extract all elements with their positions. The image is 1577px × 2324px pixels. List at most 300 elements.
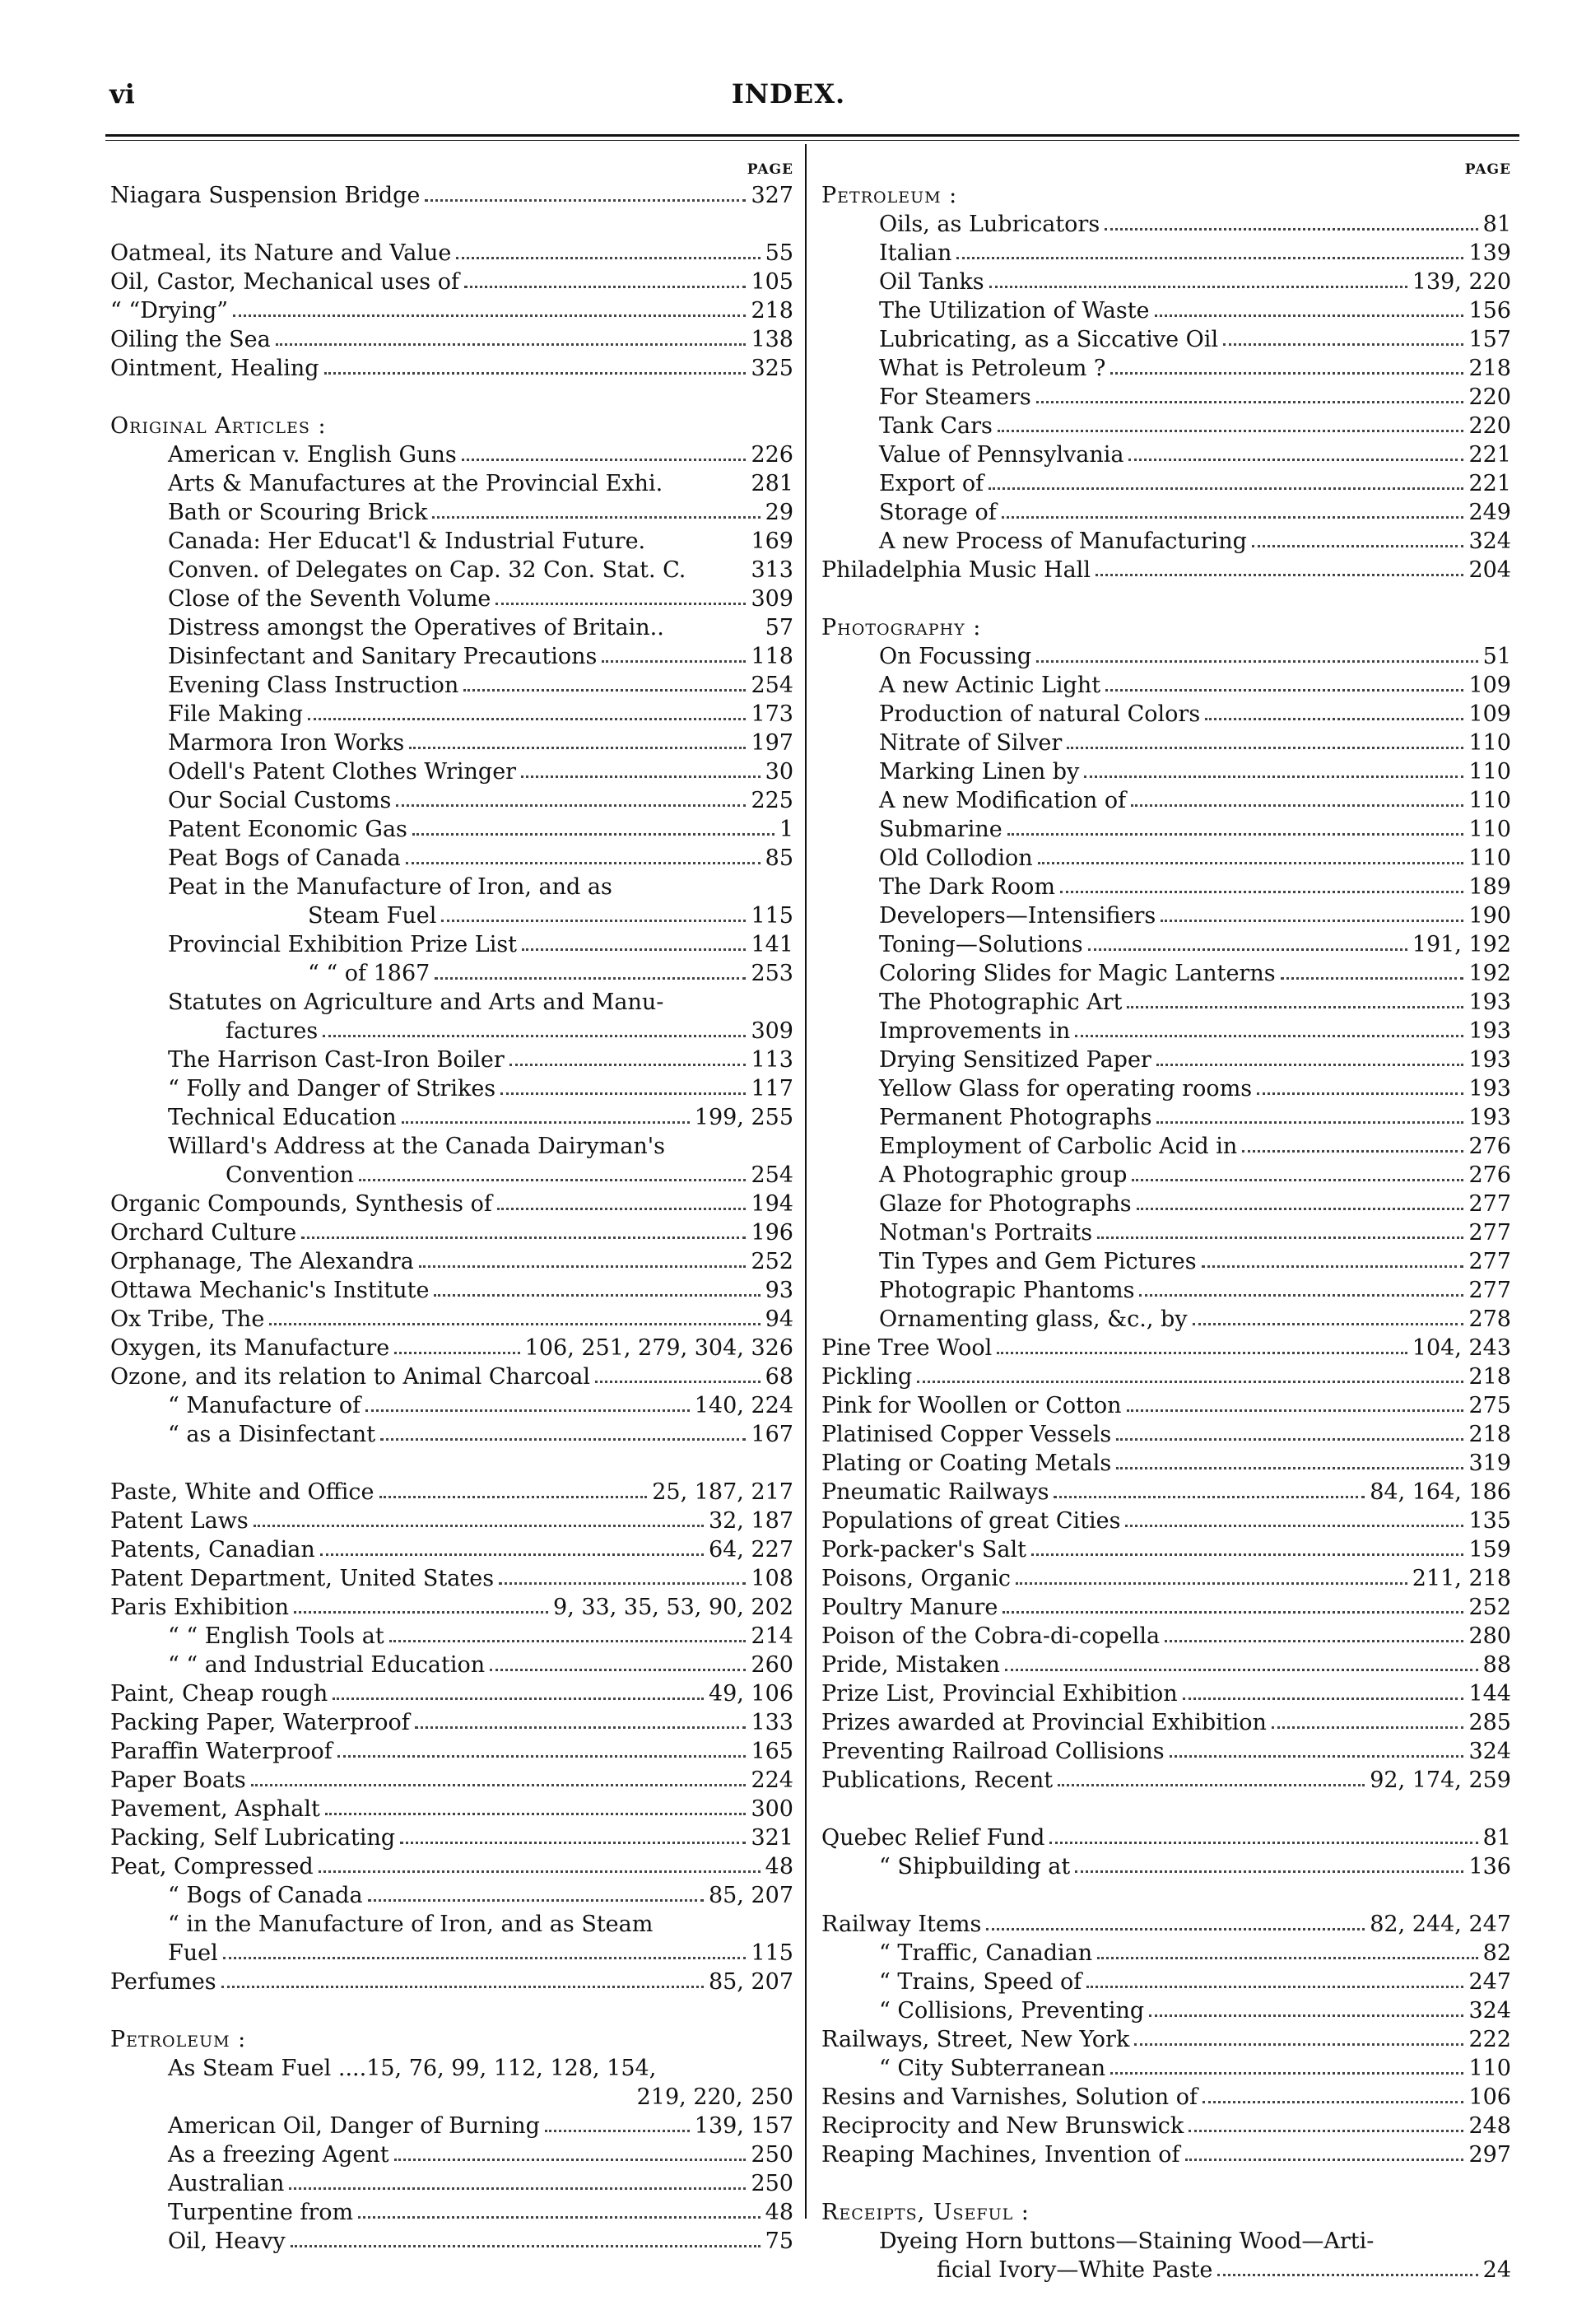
page-ref: 247 — [1468, 1969, 1511, 1995]
index-entry — [821, 2083, 1511, 2112]
index-entry — [110, 354, 793, 383]
index-entry — [110, 959, 793, 988]
entry-text: Value of Pennsylvania — [879, 442, 1124, 468]
page-ref: 136 — [1468, 1854, 1511, 1879]
entry-text: Railway Items — [821, 1912, 982, 1937]
entry-text: The Harrison Cast-Iron Boiler — [168, 1047, 505, 1073]
index-entry — [821, 873, 1511, 901]
index-entry — [821, 1132, 1511, 1161]
entry-text: Lubricating, as a Siccative Oil — [879, 327, 1219, 352]
page-ref: 85, 207 — [708, 1969, 793, 1995]
entry-text: A Photographic group — [879, 1162, 1128, 1188]
index-entry — [110, 988, 793, 1017]
entry-text: Packing Paper, Waterproof — [110, 1710, 410, 1735]
entry-text: Patent Economic Gas — [168, 817, 407, 842]
index-entry — [821, 844, 1511, 873]
index-entry — [110, 584, 793, 613]
leader-dots — [464, 268, 746, 296]
index-entry — [110, 786, 793, 815]
leader-dots — [291, 2227, 761, 2256]
page-ref: 277 — [1468, 1220, 1511, 1246]
entry-text: Provincial Exhibition Prize List — [168, 932, 518, 957]
page-ref: 139, 220 — [1412, 269, 1511, 295]
entry-text: Patent Laws — [110, 1508, 249, 1534]
leader-dots — [1054, 1478, 1365, 1507]
leader-dots — [545, 2112, 690, 2140]
entry-text: Organic Compounds, Synthesis of — [110, 1191, 492, 1217]
index-entry — [821, 1046, 1511, 1074]
leader-dots — [223, 1939, 747, 1968]
index-entry — [821, 1823, 1511, 1852]
index-entry — [110, 325, 793, 354]
entry-text: Close of the Seventh Volume — [168, 586, 491, 612]
leader-dots — [1193, 1305, 1464, 1334]
entry-text: Preventing Railroad Collisions — [821, 1739, 1165, 1764]
page-ref: 167 — [751, 1422, 793, 1447]
leader-dots — [463, 671, 746, 700]
index-entry — [110, 1679, 793, 1708]
leader-dots — [1097, 1939, 1477, 1968]
index-entry — [821, 325, 1511, 354]
index-entry — [821, 786, 1511, 815]
page-ref: 110 — [1468, 759, 1511, 785]
entry-text: File Making — [168, 701, 303, 727]
entry-text: Coloring Slides for Magic Lanterns — [879, 961, 1276, 986]
entry-text: Pine Tree Wool — [821, 1335, 993, 1361]
entry-text: Reaping Machines, Invention of — [821, 2142, 1180, 2168]
index-entry — [821, 1190, 1511, 1218]
index-entry — [110, 498, 793, 527]
entry-text: Statutes on Agriculture and Arts and Manu- — [168, 990, 664, 1015]
leader-dots — [380, 1420, 746, 1449]
index-entry — [110, 2140, 793, 2169]
entry-text: A new Modification of — [879, 788, 1127, 813]
entry-text: Permanent Photographs — [879, 1105, 1152, 1130]
entry-text: Populations of great Cities — [821, 1508, 1121, 1534]
entry-text: factures — [226, 1018, 319, 1044]
page-ref: 57 — [765, 615, 793, 640]
page-ref: 277 — [1468, 1249, 1511, 1274]
header-rule-thick — [105, 134, 1519, 137]
index-entry — [110, 1881, 793, 1910]
entry-text: Petroleum : — [821, 183, 958, 208]
page-ref: 30 — [765, 759, 793, 785]
section-gap — [110, 210, 793, 239]
index-entry — [110, 1564, 793, 1593]
page-ref: 313 — [751, 557, 793, 583]
index-entry — [110, 1507, 793, 1535]
index-entry — [110, 1766, 793, 1795]
entry-text: Prizes awarded at Provincial Exhibition — [821, 1710, 1267, 1735]
page-ref: 157 — [1468, 327, 1511, 352]
index-entry — [110, 1362, 793, 1391]
leader-dots — [1105, 210, 1477, 239]
index-entry — [110, 1276, 793, 1305]
index-entry — [821, 642, 1511, 671]
leader-dots — [1155, 296, 1464, 325]
index-entry — [110, 901, 793, 930]
index-entry — [110, 2169, 793, 2198]
leader-dots — [441, 901, 746, 930]
leader-dots — [595, 1362, 761, 1391]
index-entry — [110, 1132, 793, 1161]
leader-dots — [1097, 1218, 1463, 1247]
leader-dots — [415, 1708, 747, 1737]
index-entry — [110, 2083, 793, 2112]
leader-dots — [1156, 1046, 1464, 1074]
leader-dots — [432, 498, 760, 527]
page-ref: 92, 174, 259 — [1370, 1767, 1511, 1793]
leader-dots — [1110, 2054, 1463, 2083]
page-ref: 113 — [751, 1047, 793, 1073]
entry-text: Photography : — [821, 615, 982, 640]
page-ref: 165 — [751, 1739, 793, 1764]
leader-dots — [221, 1968, 704, 1996]
page-ref: 115 — [751, 1940, 793, 1966]
entry-text: Old Collodion — [879, 845, 1033, 871]
leader-dots — [1252, 527, 1464, 556]
leader-dots — [323, 1017, 746, 1046]
page-ref: 275 — [1468, 1393, 1511, 1418]
entry-text: As Steam Fuel ....15, 76, 99, 112, 128, 154, — [168, 2056, 657, 2081]
index-entry — [821, 1708, 1511, 1737]
entry-text: Ottawa Mechanic's Institute — [110, 1278, 430, 1303]
leader-dots — [917, 1362, 1463, 1391]
leader-dots — [1272, 1708, 1464, 1737]
entry-text: Conven. of Delegates on Cap. 32 Con. Stat. C. — [168, 557, 686, 583]
entry-text: Canada: Her Educat'l & Industrial Future. — [168, 529, 646, 554]
leader-dots — [522, 930, 746, 959]
entry-text: Marmora Iron Works — [168, 730, 405, 756]
page-ref: 254 — [751, 673, 793, 698]
section-gap — [821, 1795, 1511, 1823]
index-entry — [110, 671, 793, 700]
page-ref: 254 — [751, 1162, 793, 1188]
page-ref: 221 — [1468, 471, 1511, 496]
entry-text: “ Folly and Danger of Strikes — [168, 1076, 496, 1101]
entry-text: Ointment, Healing — [110, 356, 319, 381]
right-index-list — [821, 181, 1511, 2284]
leader-dots — [1137, 1190, 1464, 1218]
leader-dots — [1165, 1622, 1463, 1651]
index-entry — [110, 873, 793, 901]
leader-dots — [1281, 959, 1464, 988]
index-entry — [821, 901, 1511, 930]
index-entry — [821, 1996, 1511, 2025]
leader-dots — [1110, 354, 1463, 383]
entry-text: Packing, Self Lubricating — [110, 1825, 396, 1851]
section-gap — [821, 2169, 1511, 2198]
leader-dots — [412, 815, 775, 844]
index-entry — [110, 642, 793, 671]
entry-text: Disinfectant and Sanitary Precautions — [168, 644, 598, 669]
index-entry — [821, 1362, 1511, 1391]
leader-dots — [1007, 815, 1464, 844]
leader-dots — [402, 1103, 690, 1132]
leader-dots — [320, 1535, 704, 1564]
leader-dots — [233, 296, 746, 325]
leader-dots — [1038, 844, 1464, 873]
leader-dots — [500, 1074, 746, 1103]
entry-text: Peat Bogs of Canada — [168, 845, 401, 871]
page-ref: 194 — [751, 1191, 793, 1217]
right-column — [821, 156, 1511, 2284]
leader-dots — [1116, 1420, 1463, 1449]
page-ref: 280 — [1468, 1623, 1511, 1649]
entry-text: Receipts, Useful : — [821, 2200, 1030, 2225]
page-ref: 214 — [751, 1623, 793, 1649]
leader-dots — [379, 1478, 648, 1507]
entry-text: Drying Sensitized Paper — [879, 1047, 1151, 1073]
leader-dots — [1005, 1651, 1478, 1679]
leader-dots — [1131, 786, 1463, 815]
page-ref: 277 — [1468, 1191, 1511, 1217]
page-ref: 25, 187, 217 — [652, 1479, 793, 1505]
page-ref: 224 — [751, 1767, 793, 1793]
index-entry — [110, 844, 793, 873]
entry-text: Arts & Manufactures at the Provincial Exhi. — [168, 471, 663, 496]
page-title: INDEX. — [731, 78, 846, 109]
entry-text: Steam Fuel — [308, 903, 437, 929]
entry-text: Photograpic Phantoms — [879, 1278, 1135, 1303]
entry-text: Bath or Scouring Brick — [168, 500, 428, 525]
index-entry — [821, 1305, 1511, 1334]
leader-dots — [276, 325, 747, 354]
entry-text: Perfumes — [110, 1969, 216, 1995]
entry-text: American v. English Guns — [168, 442, 457, 468]
leader-dots — [1217, 2256, 1477, 2284]
index-entry — [821, 1968, 1511, 1996]
index-entry — [110, 296, 793, 325]
entry-text: The Dark Room — [879, 874, 1055, 900]
leader-dots — [269, 1305, 760, 1334]
index-entry — [110, 1968, 793, 1996]
page-ref: 226 — [751, 442, 793, 468]
index-entry — [110, 2054, 793, 2083]
leader-dots — [521, 757, 761, 786]
page-ref: 276 — [1468, 1134, 1511, 1159]
leader-dots — [1223, 325, 1463, 354]
index-section-heading — [110, 412, 793, 440]
page-ref: 250 — [751, 2171, 793, 2196]
index-entry — [821, 2112, 1511, 2140]
leader-dots — [254, 1507, 704, 1535]
page-ref: 218 — [1468, 1364, 1511, 1390]
index-entry — [821, 1507, 1511, 1535]
leader-dots — [1149, 1996, 1463, 2025]
index-section-heading — [821, 613, 1511, 642]
page-ref: 32, 187 — [708, 1508, 793, 1534]
page-ref: 94 — [765, 1306, 793, 1332]
index-entry — [110, 1046, 793, 1074]
index-entry — [821, 2140, 1511, 2169]
index-entry — [110, 815, 793, 844]
leader-dots — [1139, 1276, 1463, 1305]
page-ref: 300 — [751, 1796, 793, 1822]
page-ref: 82 — [1482, 1940, 1511, 1966]
section-gap — [821, 584, 1511, 613]
index-entry — [110, 440, 793, 469]
entry-text: “ Collisions, Preventing — [879, 1998, 1145, 2024]
leader-dots — [986, 1910, 1365, 1939]
section-gap — [110, 1449, 793, 1478]
leader-dots — [333, 1679, 704, 1708]
entry-text: ficial Ivory—White Paste — [937, 2257, 1213, 2283]
leader-dots — [394, 1334, 519, 1362]
page-header — [0, 78, 1577, 128]
page-ref: 144 — [1468, 1681, 1511, 1707]
page-ref: 51 — [1482, 644, 1511, 669]
section-gap — [110, 383, 793, 412]
entry-text: Oatmeal, its Nature and Value — [110, 240, 452, 266]
index-entry — [821, 1651, 1511, 1679]
leader-dots — [1058, 1766, 1365, 1795]
page-ref: 190 — [1468, 903, 1511, 929]
page-ref: 93 — [765, 1278, 793, 1303]
entry-text: “ in the Manufacture of Iron, and as Steam — [168, 1912, 654, 1937]
index-entry — [110, 1103, 793, 1132]
index-entry — [110, 1190, 793, 1218]
leader-dots — [419, 1247, 747, 1276]
page-ref: 141 — [751, 932, 793, 957]
index-entry — [821, 1737, 1511, 1766]
leader-dots — [509, 1046, 747, 1074]
entry-text: “ Shipbuilding at — [879, 1854, 1071, 1879]
index-entry — [821, 2256, 1511, 2284]
entry-text: Plating or Coating Metals — [821, 1451, 1112, 1476]
index-entry — [821, 268, 1511, 296]
entry-text: Ozone, and its relation to Animal Charcoal — [110, 1364, 591, 1390]
page-ref: 135 — [1468, 1508, 1511, 1534]
index-entry — [110, 1593, 793, 1622]
index-section-heading — [821, 2198, 1511, 2227]
entry-text: Tank Cars — [879, 413, 993, 439]
page-ref: 278 — [1468, 1306, 1511, 1332]
entry-text: Employment of Carbolic Acid in — [879, 1134, 1238, 1159]
page-ref: 327 — [751, 183, 793, 208]
page-ref: 324 — [1468, 1739, 1511, 1764]
page-ref: 220 — [1468, 384, 1511, 410]
leader-dots — [1075, 1852, 1463, 1881]
entry-text: “ Manufacture of — [168, 1393, 361, 1418]
entry-text: “ “ of 1867 — [308, 961, 430, 986]
entry-text: The Utilization of Waste — [879, 298, 1150, 324]
entry-text: Peat in the Manufacture of Iron, and as — [168, 874, 612, 900]
page-ref: 117 — [751, 1076, 793, 1101]
page-ref: 248 — [1468, 2113, 1511, 2139]
entry-text: Paint, Cheap rough — [110, 1681, 328, 1707]
leader-dots — [462, 440, 747, 469]
page-ref: 156 — [1468, 298, 1511, 324]
index-entry — [821, 556, 1511, 584]
page-ref: 222 — [1468, 2027, 1511, 2052]
leader-dots — [997, 1334, 1407, 1362]
page-ref: 110 — [1468, 817, 1511, 842]
entry-text: As a freezing Agent — [168, 2142, 389, 2168]
entry-text: Pneumatic Railways — [821, 1479, 1049, 1505]
page-ref: 68 — [765, 1364, 793, 1390]
index-entry — [110, 1391, 793, 1420]
index-entry — [821, 1103, 1511, 1132]
leader-dots — [319, 1852, 761, 1881]
index-entry — [821, 757, 1511, 786]
page-ref: 9, 33, 35, 53, 90, 202 — [553, 1595, 793, 1620]
entry-text: Oil, Castor, Mechanical uses of — [110, 269, 459, 295]
leader-dots — [394, 2140, 747, 2169]
index-entry — [110, 1218, 793, 1247]
page-ref: 277 — [1468, 1278, 1511, 1303]
page-ref: 189 — [1468, 874, 1511, 900]
page-ref: 109 — [1468, 701, 1511, 727]
leader-dots — [337, 1737, 747, 1766]
leader-dots — [495, 584, 746, 613]
entry-text: A new Actinic Light — [879, 673, 1101, 698]
entry-text: Paraffin Waterproof — [110, 1739, 333, 1764]
leader-dots — [308, 700, 746, 729]
index-entry — [821, 729, 1511, 757]
index-entry — [110, 1737, 793, 1766]
index-entry — [821, 1334, 1511, 1362]
leader-dots — [1086, 1968, 1463, 1996]
page-ref: 173 — [751, 701, 793, 727]
entry-text: “ Trains, Speed of — [879, 1969, 1082, 1995]
entry-text: Dyeing Horn buttons—Staining Wood—Arti- — [879, 2229, 1375, 2254]
page-ref: 110 — [1468, 730, 1511, 756]
leader-dots — [1036, 383, 1464, 412]
leader-dots — [1031, 1535, 1464, 1564]
entry-text: Pride, Mistaken — [821, 1652, 1000, 1678]
column-divider — [805, 144, 807, 2219]
leader-dots — [251, 1766, 747, 1795]
leader-dots — [324, 354, 747, 383]
index-entry — [110, 1305, 793, 1334]
leader-dots — [1156, 1103, 1463, 1132]
page-ref: 48 — [765, 1854, 793, 1879]
leader-dots — [1088, 930, 1407, 959]
leader-dots — [1125, 1507, 1463, 1535]
page-ref: 193 — [1468, 1105, 1511, 1130]
page-ref: 1 — [779, 817, 793, 842]
entry-text: Odell's Patent Clothes Wringer — [168, 759, 517, 785]
index-entry — [110, 613, 793, 642]
index-entry — [821, 959, 1511, 988]
page-ref: 249 — [1468, 500, 1511, 525]
index-entry — [110, 1852, 793, 1881]
entry-text: Poultry Manure — [821, 1595, 998, 1620]
entry-text: What is Petroleum ? — [879, 356, 1106, 381]
page-ref: 139, 157 — [694, 2113, 793, 2139]
entry-text: Production of natural Colors — [879, 701, 1201, 727]
page-ref: 281 — [751, 471, 793, 496]
entry-text: Pavement, Asphalt — [110, 1796, 320, 1822]
entry-text: 219, 220, — [636, 2084, 743, 2110]
entry-text: “ “Drying” — [110, 298, 229, 324]
index-entry — [110, 757, 793, 786]
page-ref: 253 — [751, 961, 793, 986]
page-ref: 193 — [1468, 990, 1511, 1015]
index-entry — [110, 268, 793, 296]
entry-text: Technical Education — [168, 1105, 397, 1130]
leader-dots — [396, 786, 746, 815]
index-entry — [110, 1795, 793, 1823]
index-entry — [821, 239, 1511, 268]
leader-dots — [1096, 556, 1464, 584]
page-ref: 193 — [1468, 1047, 1511, 1073]
page-ref: 75 — [765, 2229, 793, 2254]
entry-text: Turpentine from — [168, 2200, 354, 2225]
index-entry — [110, 1535, 793, 1564]
entry-text: Publications, Recent — [821, 1767, 1054, 1793]
